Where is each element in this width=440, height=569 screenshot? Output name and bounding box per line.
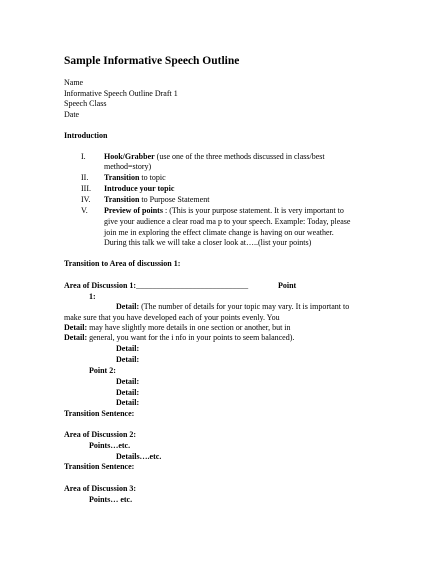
preview-text: : (This is your purpose statement. It is very important to	[162, 206, 344, 215]
detail-text-3: may have slightly more details in one section or another, but in	[87, 323, 291, 332]
preview-line-4: During this talk we will take a closer look at…..(list your points)	[104, 238, 312, 247]
area2-details: Details….etc.	[116, 452, 162, 461]
area1-blank: ____________________________	[136, 281, 249, 290]
page-title: Sample Informative Speech Outline	[64, 55, 240, 67]
detail-item: Detail:	[116, 344, 140, 353]
preview-label: Preview of points	[104, 206, 163, 215]
header-draft: Informative Speech Outline Draft 1	[64, 89, 178, 98]
point2-detail: Detail:	[116, 388, 140, 397]
transition-text: to topic	[139, 173, 166, 182]
area1-heading	[64, 281, 248, 291]
detail-line-3	[64, 323, 291, 333]
intro-item-topic	[104, 184, 174, 194]
transition-purpose-label: Transition	[104, 195, 140, 204]
intro-item-preview	[104, 206, 344, 216]
numeral-i: I.	[81, 152, 86, 161]
transition-area1-heading: Transition to Area of discussion 1:	[64, 259, 181, 268]
area2-points: Points…etc.	[89, 441, 131, 450]
point2-detail: Detail:	[116, 398, 140, 407]
transition-purpose-text: to Purpose Statement	[139, 195, 210, 204]
header-class: Speech Class	[64, 99, 107, 108]
preview-line-3: join me in exploring the effect climate change is having on our weather.	[104, 228, 334, 237]
intro-item-transition-purpose	[104, 195, 209, 205]
preview-line-2: give your audience a clear road ma p to your speech. Example: Today, please	[104, 217, 351, 226]
transition-sentence-2: Transition Sentence:	[64, 462, 135, 471]
detail-line-2: make sure that you have developed each of your points evenly. You	[64, 313, 280, 322]
detail-text-4: general, you want for the i nfo in your points to seem balanced).	[87, 333, 295, 342]
intro-item-hook	[104, 152, 325, 162]
numeral-ii: II.	[81, 173, 89, 182]
area2-heading: Area of Discussion 2:	[64, 430, 137, 439]
transition-sentence-1: Transition Sentence:	[64, 409, 135, 418]
detail-label: Detail:	[64, 323, 88, 332]
header-name: Name	[64, 78, 84, 87]
detail-label: Detail:	[116, 302, 140, 311]
detail-line-4	[64, 333, 294, 343]
detail-line-1	[116, 302, 349, 312]
numeral-iv: IV.	[81, 195, 91, 204]
area1-point-label: Point	[278, 281, 297, 290]
introduction-heading: Introduction	[64, 131, 108, 140]
point2-label: Point 2:	[89, 366, 116, 375]
transition-label: Transition	[104, 173, 140, 182]
intro-item-transition	[104, 173, 166, 183]
point2-detail: Detail:	[116, 377, 140, 386]
area3-heading: Area of Discussion 3:	[64, 484, 137, 493]
numeral-iii: III.	[81, 184, 91, 193]
detail-text-1: (The number of details for your topic may vary. It is important to	[139, 302, 350, 311]
point1-number: 1:	[89, 292, 96, 301]
area3-points: Points… etc.	[89, 495, 133, 504]
hook-text: (use one of the three methods discussed in class/best	[154, 152, 325, 161]
area1-label: Area of Discussion 1:	[64, 281, 137, 290]
header-date: Date	[64, 110, 80, 119]
hook-label: Hook/Grabber	[104, 152, 155, 161]
numeral-v: V.	[81, 206, 88, 215]
detail-item: Detail:	[116, 355, 140, 364]
hook-continuation: method=story)	[104, 162, 152, 171]
detail-label: Detail:	[64, 333, 88, 342]
topic-label: Introduce your topic	[104, 184, 175, 193]
